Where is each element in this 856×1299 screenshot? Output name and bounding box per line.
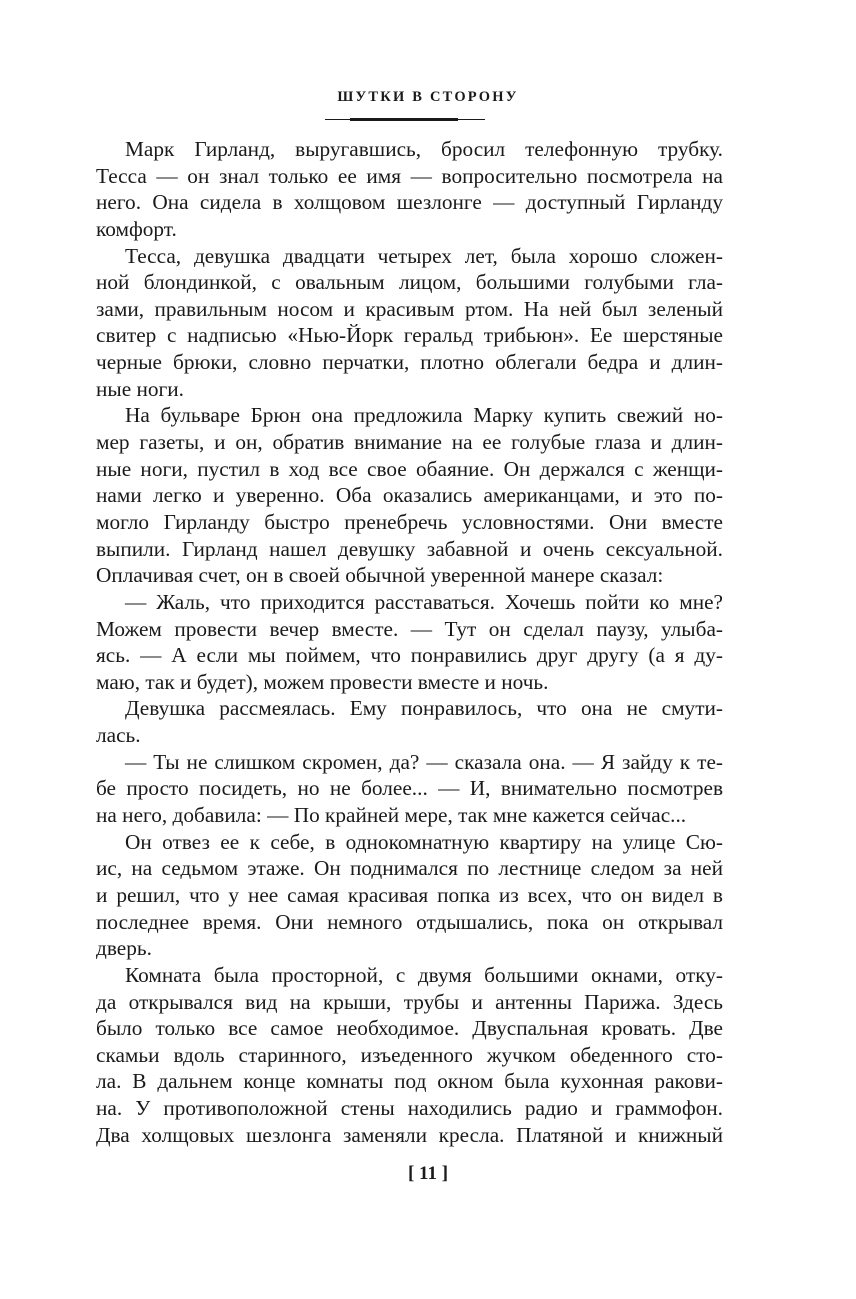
- text-line: Два холщовых шезлонга заменяли кресла. Платяной и книжный: [96, 1122, 723, 1147]
- text-line: На бульваре Брюн она предложила Марку купить свежий но-: [125, 403, 723, 428]
- text-line: черные брюки, словно перчатки, плотно облегали бедра и длин-: [96, 350, 723, 375]
- text-line: на. У противоположной стены находились радио и граммофон.: [96, 1096, 723, 1121]
- paragraph: [96, 695, 723, 748]
- text-line: Можем провести вечер вместе. — Тут он сделал паузу, улыба-: [96, 616, 723, 641]
- text-line: Тесса — он знал только ее имя — вопросительно посмотрела на: [96, 163, 723, 188]
- text-line: ла. В дальнем конце комнаты под окном была кухонная ракови-: [96, 1069, 723, 1094]
- text-line: Девушка рассмеялась. Ему понравилось, что она не смути-: [125, 696, 723, 721]
- text-line: ис, на седьмом этаже. Он поднимался по лестнице следом за ней: [96, 856, 723, 881]
- text-line: Комната была просторной, с двумя большими окнами, отку-: [125, 962, 723, 987]
- text-line: зами, правильным носом и красивым ртом. На ней был зеленый: [96, 296, 723, 321]
- paragraph: [96, 962, 723, 1148]
- text-line: — Ты не слишком скромен, да? — сказала она. — Я зайду к те-: [125, 749, 723, 774]
- header-rule-accent: [350, 118, 458, 121]
- text-line: комфорт.: [96, 216, 177, 241]
- text-line: Оплачивая счет, он в своей обычной уверенной манере сказал:: [96, 563, 664, 588]
- text-line: него. Она сидела в холщовом шезлонге — доступный Гирланду: [96, 190, 723, 215]
- text-line: — Жаль, что приходится расставаться. Хочешь пойти ко мне?: [125, 589, 723, 614]
- text-line: выпили. Гирланд нашел девушку забавной и очень сексуальной.: [96, 536, 723, 561]
- text-line: дверь.: [96, 936, 152, 961]
- text-line: скамьи вдоль старинного, изъеденного жучком обеденного сто-: [96, 1042, 723, 1067]
- text-line: маю, так и будет), можем провести вместе и ночь.: [96, 669, 549, 694]
- page-number: [ 11 ]: [407, 1163, 449, 1184]
- paragraph: [96, 243, 723, 403]
- text-line: да открывался вид на крыши, трубы и антенны Парижа. Здесь: [96, 989, 723, 1014]
- text-line: ясь. — А если мы поймем, что понравились друг другу (а я ду-: [96, 643, 723, 668]
- text-line: лась.: [96, 723, 141, 748]
- text-line: мер газеты, и он, обратив внимание на ее голубые глаза и длин-: [96, 430, 723, 455]
- paragraph: [96, 589, 723, 696]
- text-line: на него, добавила: — По крайней мере, так мне кажется сейчас...: [96, 803, 687, 828]
- text-line: Марк Гирланд, выругавшись, бросил телефонную трубку.: [125, 137, 723, 161]
- text-line: ные ноги, пустил в ход все свое обаяние. Он держался с женщи-: [96, 456, 723, 481]
- text-line: свитер с надписью «Нью-Йорк геральд трибьюн». Ее шерстяные: [96, 323, 723, 348]
- text-line: было только все самое необходимое. Двуспальная кровать. Две: [96, 1016, 723, 1041]
- body-text: [96, 136, 723, 1148]
- paragraph: [96, 136, 723, 243]
- running-head: ШУТКИ В СТОРОНУ: [337, 89, 519, 105]
- text-line: последнее время. Они немного отдышались, пока он открывал: [96, 909, 723, 934]
- text-line: нами легко и уверенно. Оба оказались американцами, и это по-: [96, 483, 723, 508]
- text-line: могло Гирланду быстро пренебречь условностями. Они вместе: [96, 509, 723, 534]
- paragraph: [96, 829, 723, 962]
- text-line: ные ноги.: [96, 376, 184, 401]
- text-line: и решил, что у нее самая красивая попка из всех, что он видел в: [96, 882, 723, 907]
- text-line: Тесса, девушка двадцати четырех лет, была хорошо сложен-: [125, 243, 723, 268]
- text-line: ной блондинкой, с овальным лицом, большими голубыми гла-: [96, 270, 723, 295]
- text-line: бе просто посидеть, но не более... — И, внимательно посмотрев: [96, 776, 723, 801]
- text-line: Он отвез ее к себе, в однокомнатную квартиру на улице Сю-: [125, 829, 723, 854]
- paragraph: [96, 749, 723, 829]
- paragraph: [96, 402, 723, 588]
